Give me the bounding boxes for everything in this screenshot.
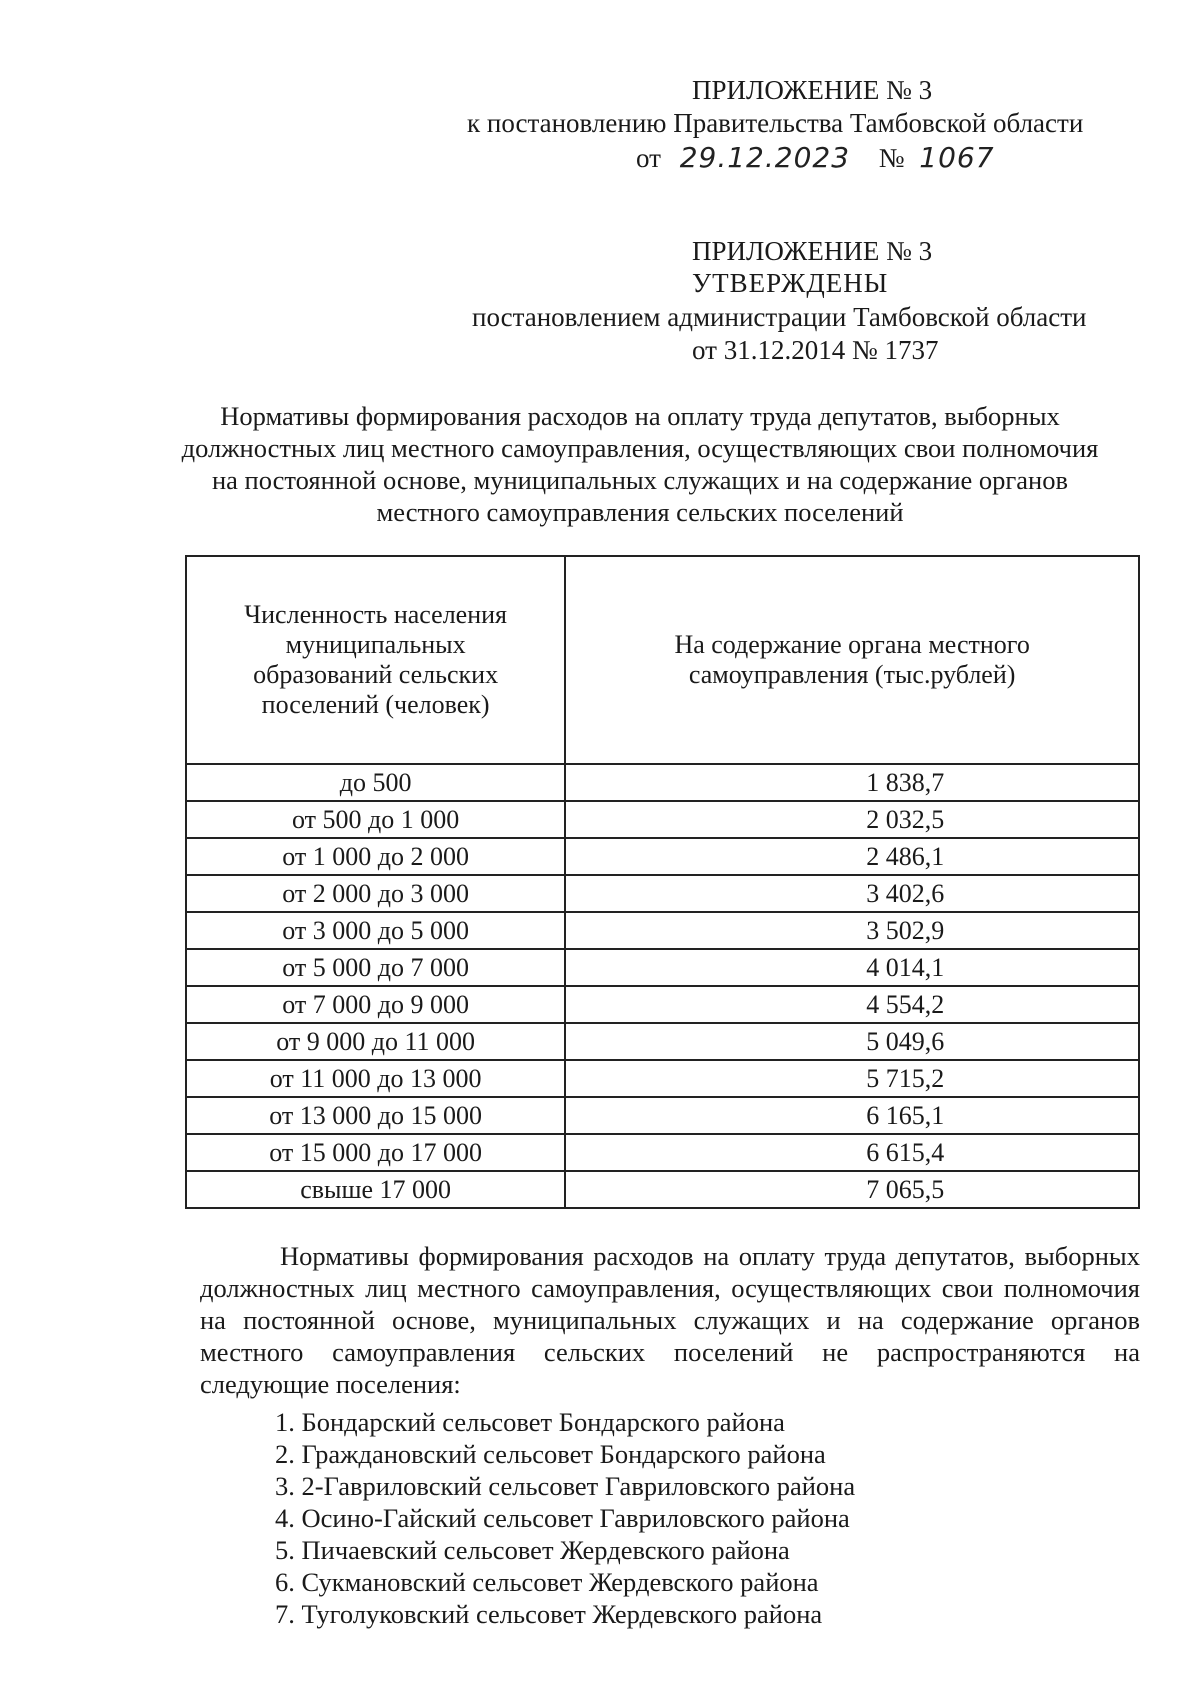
list-item: 2. Граждановский сельсовет Бондарского района [275, 1439, 826, 1469]
amount-cell: 4 554,2 [565, 986, 1139, 1023]
population-cell: от 2 000 до 3 000 [186, 875, 565, 912]
norms-table [185, 555, 1140, 1209]
table-row [186, 875, 1139, 912]
amount-column-header: На содержание органа местного самоуправления (тыс.рублей) [565, 556, 1139, 764]
population-cell: свыше 17 000 [186, 1171, 565, 1208]
exclusion-paragraph: Нормативы формирования расходов на оплату труда депутатов, выборных должностных лиц местного самоуправления, осуществляющих свои полномочия на постоянной основе, муниципальных служащих и на содержание органов местного самоуправления сельских поселений не распространяются на следующие поселения: [200, 1241, 1140, 1399]
amount-cell: 2 032,5 [565, 801, 1139, 838]
table-row [186, 801, 1139, 838]
population-cell: от 11 000 до 13 000 [186, 1060, 565, 1097]
list-item: 7. Туголуковский сельсовет Жердевского района [275, 1599, 823, 1629]
population-cell: от 15 000 до 17 000 [186, 1134, 565, 1171]
amount-cell: 7 065,5 [565, 1171, 1139, 1208]
document-title: Нормативы формирования расходов на оплату труда депутатов, выборных должностных лиц местного самоуправления, осуществляющих свои полномочия на постоянной основе, муниципальных служащих и на содержание органов местного самоуправления сельских поселений [181, 401, 1099, 527]
resolution-2014-line: от 31.12.2014 № 1737 [692, 335, 939, 365]
population-cell: от 7 000 до 9 000 [186, 986, 565, 1023]
amount-cell: 1 838,7 [565, 764, 1139, 801]
by-resolution-line: постановлением администрации Тамбовской области [472, 302, 1087, 332]
to-resolution-line: к постановлению Правительства Тамбовской области [467, 108, 1084, 138]
resolution-date-line [636, 142, 995, 174]
table-row [186, 1023, 1139, 1060]
table-header-row [186, 556, 1139, 764]
amount-cell: 6 615,4 [565, 1134, 1139, 1171]
appendix-1-heading: ПРИЛОЖЕНИЕ № 3 [692, 75, 933, 105]
population-column-header: Численность населения муниципальных образований сельских поселений (человек) [186, 556, 565, 764]
population-cell: от 500 до 1 000 [186, 801, 565, 838]
table-row [186, 986, 1139, 1023]
population-cell: до 500 [186, 764, 565, 801]
handwritten-number: 1067 [919, 141, 995, 174]
table-row [186, 949, 1139, 986]
table-row [186, 1060, 1139, 1097]
population-cell: от 9 000 до 11 000 [186, 1023, 565, 1060]
from-label: от [636, 143, 661, 173]
amount-cell: 3 502,9 [565, 912, 1139, 949]
list-item: 3. 2-Гавриловский сельсовет Гавриловского района [275, 1471, 856, 1501]
population-cell: от 5 000 до 7 000 [186, 949, 565, 986]
appendix-2-heading: ПРИЛОЖЕНИЕ № 3 [692, 236, 933, 266]
table-body [186, 764, 1139, 1208]
amount-cell: 6 165,1 [565, 1097, 1139, 1134]
list-item: 1. Бондарский сельсовет Бондарского района [275, 1407, 785, 1437]
amount-cell: 3 402,6 [565, 875, 1139, 912]
population-cell: от 3 000 до 5 000 [186, 912, 565, 949]
list-item: 5. Пичаевский сельсовет Жердевского района [275, 1535, 790, 1565]
list-item: 4. Осино-Гайский сельсовет Гавриловского района [275, 1503, 850, 1533]
table-row [186, 838, 1139, 875]
population-cell: от 1 000 до 2 000 [186, 838, 565, 875]
settlement-list [275, 1406, 855, 1630]
table-row [186, 1171, 1139, 1208]
table-row [186, 764, 1139, 801]
amount-cell: 2 486,1 [565, 838, 1139, 875]
table-row [186, 1134, 1139, 1171]
population-cell: от 13 000 до 15 000 [186, 1097, 565, 1134]
amount-cell: 5 049,6 [565, 1023, 1139, 1060]
handwritten-date: 29.12.2023 [679, 141, 851, 174]
number-label: № [878, 143, 905, 173]
table-row [186, 912, 1139, 949]
amount-cell: 4 014,1 [565, 949, 1139, 986]
table-row [186, 1097, 1139, 1134]
amount-cell: 5 715,2 [565, 1060, 1139, 1097]
approved-heading: УТВЕРЖДЕНЫ [692, 268, 889, 298]
list-item: 6. Сукмановский сельсовет Жердевского района [275, 1567, 819, 1597]
